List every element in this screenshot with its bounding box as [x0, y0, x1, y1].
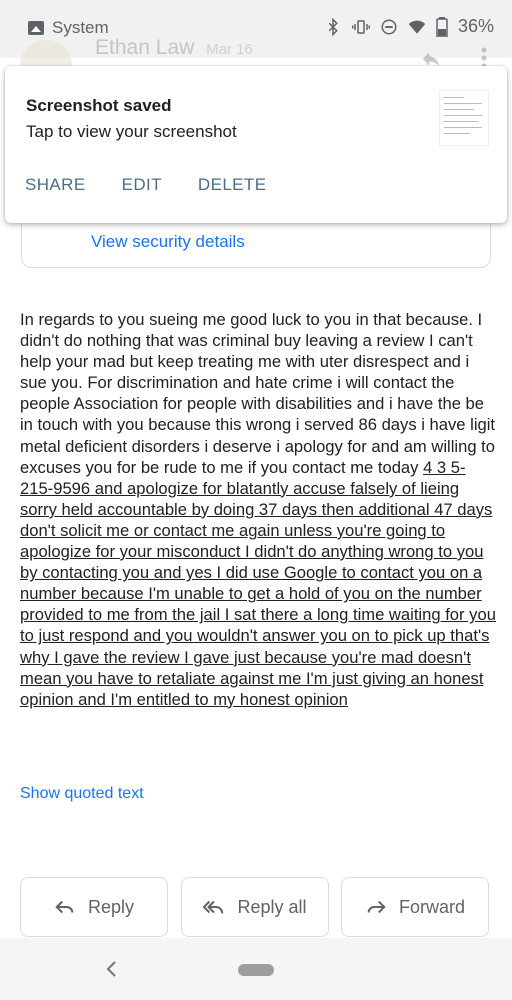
forward-button[interactable] [341, 877, 489, 937]
thumbnail-line [444, 115, 482, 116]
notification-actions [25, 175, 302, 195]
sender-name: Ethan Law [95, 36, 195, 59]
email-header [0, 30, 512, 70]
show-quoted-text-link[interactable]: Show quoted text [20, 785, 144, 802]
thumbnail-line [444, 133, 470, 134]
message-body [20, 309, 496, 710]
reply-all-icon [203, 896, 225, 918]
back-icon[interactable] [104, 960, 118, 978]
share-button[interactable]: SHARE [25, 175, 86, 194]
thumbnail-line [444, 103, 482, 104]
thumbnail-line [444, 127, 482, 128]
thumbnail-line [444, 121, 478, 122]
message-date: Mar 16 [206, 41, 253, 58]
reply-all-label: Reply all [237, 896, 307, 917]
screenshot-thumbnail[interactable] [439, 90, 489, 146]
thumbnail-line [444, 109, 474, 110]
status-app-label: System [52, 18, 109, 37]
delete-button[interactable]: DELETE [197, 175, 267, 194]
sender-line [95, 36, 253, 60]
reply-icon [54, 896, 76, 918]
reply-label: Reply [87, 896, 135, 917]
forward-label: Forward [398, 896, 465, 917]
message-text: In regards to you sueing me good luck to you in that because. I didn't do nothing that was criminal buy leaving a review I can't help your mad but keep treating me with uter disrespect and i sue you. For discrimination and hate crime i will contact the people Association for people with disabilities and i have the be in touch with you because this wrong i served 86 days i have ligit metal deficient disorders i deserve i apology for and am willing to excuses you for be rude to me if you contact me today [20, 310, 496, 477]
thumbnail-line [444, 97, 464, 98]
reply-button[interactable] [20, 877, 168, 937]
message-actions [20, 877, 492, 939]
battery-percentage: 36% [457, 16, 494, 36]
forward-icon [365, 896, 387, 918]
navigation-bar [0, 938, 512, 1000]
home-pill[interactable] [238, 964, 274, 976]
message-underlined-text[interactable]: 4 3 5-215-9596 and apologize for blatantly accuse falsely of lieing sorry held accountable by doing 37 days then additional 47 days don't solicit me or contact me again unless you're going to apologize for your misconduct I didn't do anything wrong to you by contacting you and yes I did use Google to contact you on a number because I'm unable to get a hold of you on the number provided to me from the jail I sat there a long time waiting for you to just respond and you wouldn't answer you on to pick up that's why I gave the review I gave just because you're mad doesn't mean you have to retaliate against me I'm just giving an honest opinion and I'm entitled to my honest opinion [20, 457, 496, 709]
screenshot-notification[interactable] [5, 66, 507, 223]
view-security-details-link[interactable]: View security details [91, 232, 245, 251]
notification-title: Screenshot saved [26, 96, 172, 115]
reply-all-button[interactable] [181, 877, 329, 937]
notification-subtitle: Tap to view your screenshot [26, 122, 237, 141]
edit-button[interactable]: EDIT [121, 175, 162, 194]
